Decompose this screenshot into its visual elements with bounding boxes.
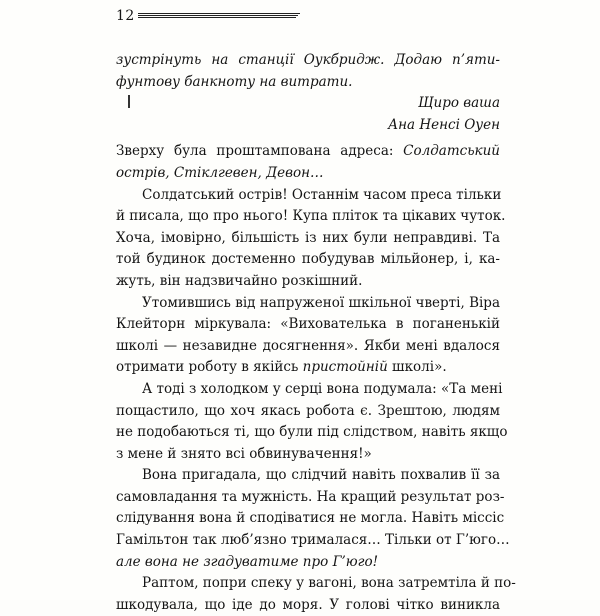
text-line: Клейторн міркувала: «Вихователька в поганенькій xyxy=(116,316,500,333)
text-line: шкодувала, що іде до моря. У голові чітко виникла xyxy=(116,596,500,613)
text-line: Гамільтон так люб’язно трималася… Тільки от Г’юго… xyxy=(116,532,510,549)
paragraph xyxy=(116,141,500,184)
letter-ending xyxy=(116,50,500,136)
paragraph xyxy=(116,185,506,293)
text-line: слідування вона й сподіватися не могла. Навіть міссіс xyxy=(116,510,505,527)
page-number: 12 xyxy=(116,8,135,24)
text-line: школі — незавидне досягнення». Якби мені вдалося xyxy=(116,337,500,354)
text-line: самовладання та мужність. На кращий результат роз- xyxy=(116,488,505,505)
text-line: той будинок достеменно побудував мільйонер, і, ка- xyxy=(116,251,500,268)
page-body xyxy=(116,50,516,616)
text-line: Вона пригадала, що слідчий навіть похвалив її за xyxy=(142,467,500,484)
header-rule xyxy=(138,13,300,19)
paragraph xyxy=(116,379,508,465)
text-line: острів, Стіклгевен, Девон… xyxy=(116,164,324,181)
text-line: А тоді з холодком у серці вона подумала: «Та мені xyxy=(142,380,503,397)
text-line: й писала, що про нього! Купа пліток та цікавих чуток. xyxy=(116,208,506,225)
text-line: Раптом, попри спеку у вагоні, вона затремтіла й по- xyxy=(142,575,516,592)
text-line: зустрінуть на станції Оукбридж. Додаю п’яти- xyxy=(116,52,500,68)
text-line: Утомившись від напруженої шкільної чверті, Віра xyxy=(142,294,500,311)
paragraph xyxy=(116,293,500,379)
text-line: Хоча, імовірно, більшість із них були неправдиві. Та xyxy=(116,229,500,246)
paragraph xyxy=(116,573,516,616)
text-line: Зверху була проштампована адреса: Солдатський xyxy=(116,143,500,160)
text-line: пощастило, що хоч якась робота є. Зрештою, людям xyxy=(116,402,500,419)
text-line: фунтову банкноту на витрати. xyxy=(116,73,353,90)
text-line: жуть, він надзвичайно розкішний. xyxy=(116,272,363,289)
letter-signature: Ана Ненсі Оуен xyxy=(387,116,500,133)
paragraph xyxy=(116,465,510,573)
text-line: Солдатський острів! Останнім часом преса тільки xyxy=(142,186,502,203)
text-line: отримати роботу в якійсь пристойній школі». xyxy=(116,359,447,376)
text-line: не подобаються ті, що були під слідством, навіть якщо xyxy=(116,424,508,441)
text-line: але вона не згадуватиме про Г’юго! xyxy=(116,553,379,570)
text-line: з мене й знято всі обвинувачення!» xyxy=(116,445,372,462)
letter-closing: Щиро ваша xyxy=(418,95,500,112)
